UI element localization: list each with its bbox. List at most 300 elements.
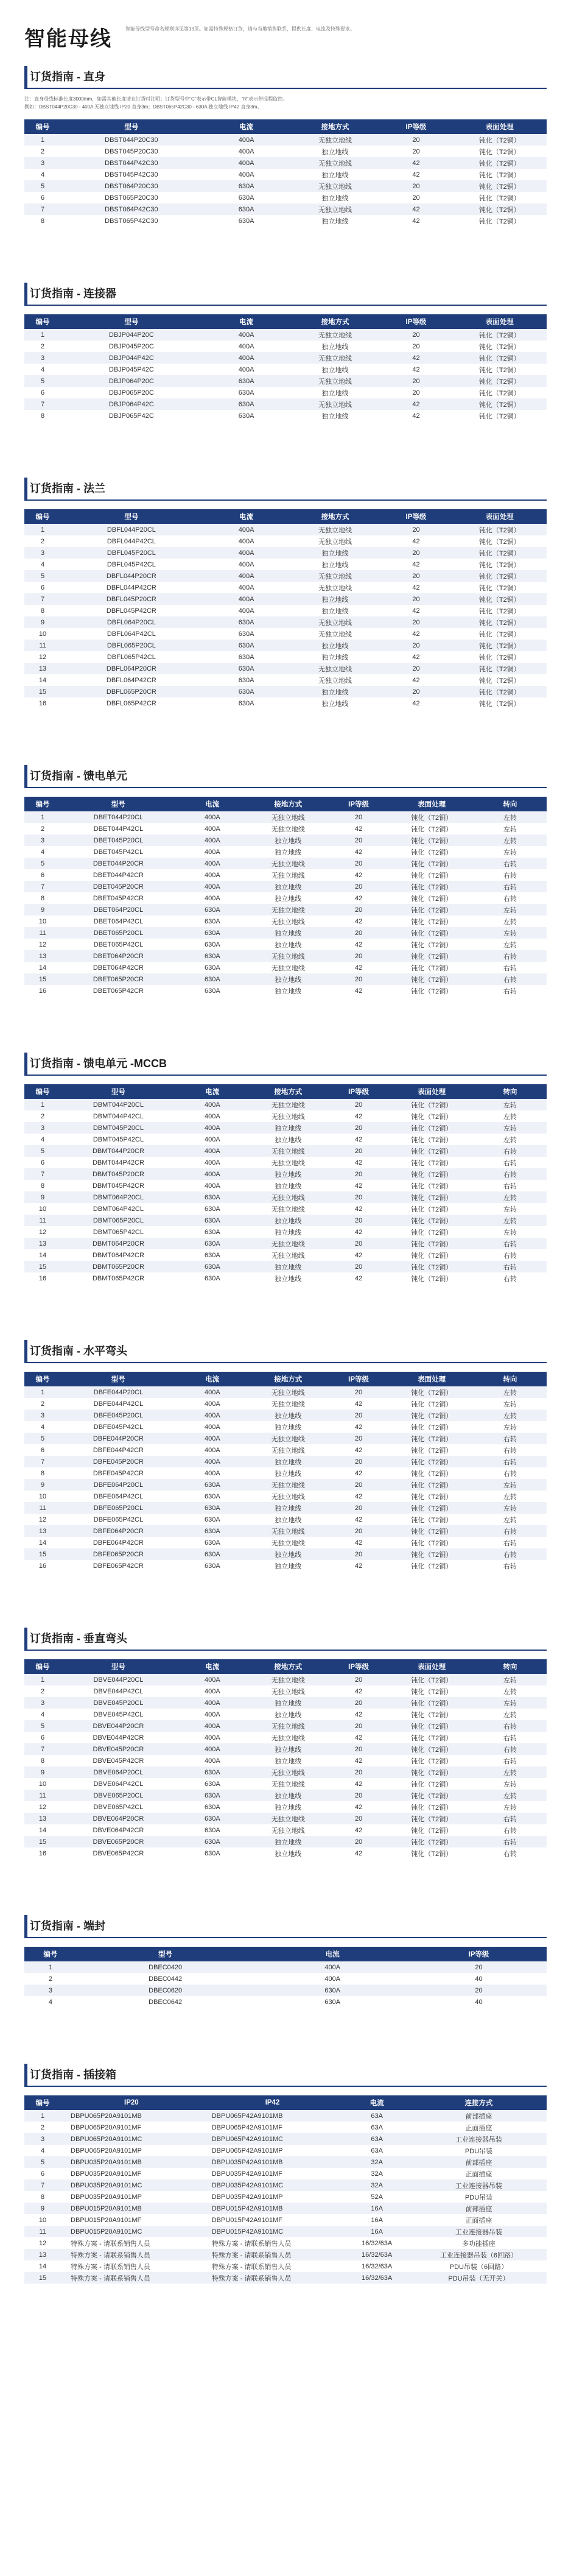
table-cell: 3 (24, 157, 61, 169)
table-cell: 20 (328, 1410, 390, 1421)
table-cell: 钝化（T2铜） (453, 535, 547, 547)
table-cell: 独立地线 (291, 697, 380, 709)
table-cell: 10 (24, 1491, 61, 1502)
table-cell: 11 (24, 1790, 61, 1801)
table-cell: 钝化（T2铜） (390, 858, 474, 869)
table-cell: 7 (24, 398, 61, 410)
table-cell: 独立地线 (249, 892, 328, 904)
table-cell: 1 (24, 329, 61, 341)
table-cell: 1 (24, 2110, 61, 2122)
column-header: 表面处理 (485, 319, 514, 326)
table-row (24, 1755, 547, 1766)
table-row (24, 1685, 547, 1697)
table-row (24, 215, 547, 227)
table-cell: 钝化（T2铜） (390, 1398, 474, 1410)
table-cell: 钝化（T2铜） (390, 916, 474, 927)
table-cell: 左转 (474, 1122, 547, 1134)
table-row (24, 1456, 547, 1467)
table-cell: DBFL044P42CL (61, 535, 202, 547)
section-gap (24, 1859, 547, 1909)
table-cell: 右转 (474, 1813, 547, 1824)
table-cell: 无独立地线 (249, 1386, 328, 1398)
table-cell: DBFE064P42CR (61, 1537, 176, 1548)
table-cell: 钝化（T2铜） (390, 881, 474, 892)
table-cell: 400A (202, 559, 291, 570)
table-cell: 钝化（T2铜） (453, 329, 547, 341)
table-row (24, 1272, 547, 1284)
column-header: 接地方式 (321, 124, 349, 131)
table-cell: 右转 (474, 1847, 547, 1859)
table-cell: 独立地线 (249, 1755, 328, 1766)
table-cell: 16 (24, 985, 61, 997)
table-cell: 钝化（T2铜） (453, 157, 547, 169)
table-cell: DBPU065P42A9101MF (202, 2122, 343, 2133)
section-1 (24, 60, 547, 277)
table-cell: 无独立地线 (249, 1720, 328, 1732)
table-cell: 无独立地线 (291, 535, 380, 547)
table-cell: 无独立地线 (249, 1238, 328, 1249)
table-row (24, 1110, 547, 1122)
table-row (24, 559, 547, 570)
table-cell: 16A (343, 2203, 411, 2214)
table-cell: 40 (411, 1973, 547, 1985)
table-cell: 63A (343, 2122, 411, 2133)
section-gap (24, 1284, 547, 1334)
table-row (24, 1099, 547, 1110)
table-cell: DBET064P42CL (61, 916, 176, 927)
column-header: 编号 (35, 2100, 50, 2107)
table-cell: 左转 (474, 939, 547, 950)
table-cell: 无独立地线 (249, 1444, 328, 1456)
table-row (24, 1813, 547, 1824)
column-header: IP等级 (348, 1089, 370, 1096)
table-cell: DBMT064P42CR (61, 1249, 176, 1261)
table-cell: 15 (24, 973, 61, 985)
table-cell: 无独立地线 (291, 157, 380, 169)
table-cell: 3 (24, 352, 61, 364)
table-cell: 5 (24, 858, 61, 869)
table-cell: 400A (176, 1674, 249, 1685)
table-cell: DBST065P20C30 (61, 192, 202, 203)
table-cell: 钝化（T2铜） (390, 939, 474, 950)
table-cell: 20 (328, 1674, 390, 1685)
table-cell: 400A (176, 1709, 249, 1720)
table-cell: 4 (24, 1709, 61, 1720)
table-cell: 3 (24, 1697, 61, 1709)
table-cell: 钝化（T2铜） (390, 1099, 474, 1110)
page-title: 智能母线 (24, 27, 112, 51)
table-cell: 无独立地线 (249, 1157, 328, 1168)
table-cell: DBVE044P20CL (61, 1674, 176, 1685)
table-cell: 630A (176, 1238, 249, 1249)
table-cell: 42 (379, 398, 452, 410)
table-cell: DBVE064P20CR (61, 1813, 176, 1824)
table-cell: DBEC0642 (77, 1996, 254, 2008)
title-row (24, 0, 547, 60)
table-cell: DBST065P42C30 (61, 215, 202, 227)
table-cell: DBPU035P42A9101MF (202, 2168, 343, 2179)
table-cell: 钝化（T2铜） (390, 1421, 474, 1433)
table-cell: 400A (202, 605, 291, 616)
table-cell: 20 (328, 950, 390, 962)
section-6 (24, 1334, 547, 1621)
table-cell: 630A (202, 215, 291, 227)
table-header-row (24, 1659, 547, 1674)
table-cell: 特殊方案 - 请联系销售人员 (202, 2272, 343, 2284)
table-cell: 右转 (474, 1261, 547, 1272)
table-cell: 11 (24, 2226, 61, 2237)
table-cell: DBFL044P20CL (61, 524, 202, 535)
table-row (24, 1847, 547, 1859)
table-cell: DBPU065P42A9101MB (202, 2110, 343, 2122)
table-cell: 13 (24, 1525, 61, 1537)
table-cell: 5 (24, 2156, 61, 2168)
table-cell: 钝化（T2铜） (390, 1732, 474, 1743)
table-row (24, 2133, 547, 2145)
table-cell: 20 (328, 1191, 390, 1203)
column-header: IP等级 (468, 1951, 489, 1958)
column-header: 转向 (503, 801, 517, 808)
table-cell: 630A (176, 1537, 249, 1548)
table-cell: 独立地线 (291, 559, 380, 570)
table-row (24, 1836, 547, 1847)
table-cell: DBPU065P42A9101MC (202, 2133, 343, 2145)
column-header: 型号 (111, 1089, 125, 1096)
table-cell: 钝化（T2铜） (390, 1847, 474, 1859)
table-cell: 无独立地线 (249, 1203, 328, 1215)
table-cell: 400A (202, 157, 291, 169)
table-cell: 6 (24, 2168, 61, 2179)
table-cell: 42 (328, 1272, 390, 1284)
table-cell: 630A (202, 203, 291, 215)
table-row (24, 1145, 547, 1157)
table-cell: 钝化（T2铜） (453, 640, 547, 651)
table-cell: 无独立地线 (291, 398, 380, 410)
table-cell: 4 (24, 1421, 61, 1433)
table-row (24, 605, 547, 616)
table-cell: DBST064P42C30 (61, 203, 202, 215)
column-header: 型号 (111, 1664, 125, 1671)
table-cell: 独立地线 (291, 547, 380, 559)
table-cell: DBFL065P20CL (61, 640, 202, 651)
column-header: 电流 (239, 319, 254, 326)
table-cell: 独立地线 (249, 1697, 328, 1709)
table-row (24, 1386, 547, 1398)
table-cell: 8 (24, 1467, 61, 1479)
table-cell: 前部插座 (411, 2110, 547, 2122)
table-cell: 42 (379, 535, 452, 547)
table-cell: 左转 (474, 1766, 547, 1778)
table-row (24, 846, 547, 858)
table-cell: 钝化（T2铜） (453, 559, 547, 570)
table-cell: 无独立地线 (249, 1191, 328, 1203)
table-cell: PDU吊装 (411, 2191, 547, 2203)
table-cell: 20 (379, 329, 452, 341)
table-cell: 钝化（T2铜） (390, 1191, 474, 1203)
table-cell: DBEC0620 (77, 1985, 254, 1996)
table-cell: 14 (24, 1537, 61, 1548)
table-cell: 7 (24, 881, 61, 892)
section-title: 订货指南 - 直身 (24, 66, 108, 88)
table-cell: 钝化（T2铜） (390, 1410, 474, 1421)
table-cell: 特殊方案 - 请联系销售人员 (61, 2260, 202, 2272)
section-title: 订货指南 - 连接器 (24, 283, 119, 305)
table-row (24, 640, 547, 651)
table-cell: 钝化（T2铜） (390, 1836, 474, 1847)
table-cell: DBPU065P42A9101MP (202, 2145, 343, 2156)
table-cell: 钝化（T2铜） (390, 973, 474, 985)
table-row (24, 1985, 547, 1996)
table-cell: 右转 (474, 1525, 547, 1537)
table-cell: DBFL044P42CR (61, 582, 202, 593)
table-cell: DBPU035P20A9101MB (61, 2156, 202, 2168)
table-cell: 400A (176, 835, 249, 846)
table-cell: 42 (328, 1537, 390, 1548)
table-cell: 工业连接器吊装 (411, 2133, 547, 2145)
table-cell: 钝化（T2铜） (390, 1386, 474, 1398)
table-cell: 右转 (474, 1720, 547, 1732)
table-cell: 无独立地线 (249, 950, 328, 962)
table-cell: 钝化（T2铜） (453, 570, 547, 582)
table-cell: DBMT065P20CR (61, 1261, 176, 1272)
spacer (24, 1938, 547, 1947)
table-row (24, 1398, 547, 1410)
section-4 (24, 759, 547, 1046)
table-cell: DBPU065P20A9101MF (61, 2122, 202, 2133)
table-cell: DBMT064P20CR (61, 1238, 176, 1249)
table-cell: 7 (24, 203, 61, 215)
table-cell: 钝化（T2铜） (390, 1238, 474, 1249)
table-cell: 钝化（T2铜） (390, 1122, 474, 1134)
table-row (24, 2179, 547, 2191)
table-cell: 7 (24, 1168, 61, 1180)
table-row (24, 2237, 547, 2249)
table-cell: 15 (24, 686, 61, 697)
table-cell: DBFE045P20CR (61, 1456, 176, 1467)
table-row (24, 904, 547, 916)
column-header: 电流 (239, 124, 254, 131)
table-row (24, 398, 547, 410)
order-table (24, 509, 547, 709)
table-cell: DBFE044P20CL (61, 1386, 176, 1398)
table-cell: 无独立地线 (249, 1813, 328, 1824)
table-cell: 42 (328, 1157, 390, 1168)
table-cell: 42 (328, 846, 390, 858)
table-cell: 16A (343, 2226, 411, 2237)
table-row (24, 1122, 547, 1134)
table-cell: 8 (24, 892, 61, 904)
table-cell: 16/32/63A (343, 2260, 411, 2272)
table-cell: 钝化（T2铜） (390, 1743, 474, 1755)
table-cell: 400A (202, 352, 291, 364)
table-cell: 钝化（T2铜） (390, 1249, 474, 1261)
table-cell: 20 (328, 1386, 390, 1398)
table-cell: 6 (24, 192, 61, 203)
table-cell: 630A (202, 651, 291, 663)
table-cell: 右转 (474, 1743, 547, 1755)
table-cell: 42 (379, 203, 452, 215)
table-cell: 400A (202, 570, 291, 582)
table-row (24, 1548, 547, 1560)
table-cell: 630A (176, 916, 249, 927)
table-cell: 42 (379, 169, 452, 180)
table-row (24, 1479, 547, 1491)
order-table (24, 1659, 547, 1859)
table-cell: 2 (24, 341, 61, 352)
table-cell: 630A (202, 180, 291, 192)
table-cell: 400A (176, 869, 249, 881)
table-cell: 16 (24, 697, 61, 709)
table-cell: 4 (24, 169, 61, 180)
table-cell: 12 (24, 2237, 61, 2249)
table-cell: 42 (328, 1203, 390, 1215)
table-cell: 42 (379, 628, 452, 640)
table-cell: 5 (24, 180, 61, 192)
column-header: IP等级 (348, 1664, 370, 1671)
table-cell: 400A (176, 881, 249, 892)
table-cell: 右转 (474, 1272, 547, 1284)
table-cell: 9 (24, 616, 61, 628)
table-cell: DBET044P42CL (61, 823, 176, 835)
table-cell: 42 (328, 1732, 390, 1743)
table-cell: 10 (24, 1203, 61, 1215)
table-cell: DBPU015P20A9101MB (61, 2203, 202, 2214)
table-cell: 1 (24, 1961, 77, 1973)
table-cell: 10 (24, 628, 61, 640)
spacer (24, 1363, 547, 1372)
table-row (24, 157, 547, 169)
table-cell: DBVE044P42CL (61, 1685, 176, 1697)
table-cell: 20 (328, 1122, 390, 1134)
table-cell: 前部插座 (411, 2156, 547, 2168)
table-cell: 右转 (474, 892, 547, 904)
table-cell: 630A (254, 1996, 411, 2008)
table-cell: 42 (328, 1249, 390, 1261)
table-cell: 左转 (474, 1215, 547, 1226)
table-cell: 钝化（T2铜） (453, 663, 547, 674)
table-cell: 钝化（T2铜） (390, 1110, 474, 1122)
table-cell: 6 (24, 387, 61, 398)
column-header: 转向 (503, 1089, 517, 1096)
table-cell: 13 (24, 1813, 61, 1824)
table-cell: 9 (24, 1766, 61, 1778)
table-cell: 右转 (474, 1537, 547, 1548)
table-cell: 13 (24, 2249, 61, 2260)
table-cell: 42 (328, 869, 390, 881)
table-cell: DBET045P20CR (61, 881, 176, 892)
table-row (24, 916, 547, 927)
table-cell: 42 (328, 916, 390, 927)
table-row (24, 2156, 547, 2168)
table-cell: 左转 (474, 1398, 547, 1410)
table-row (24, 2203, 547, 2214)
table-cell: 5 (24, 1145, 61, 1157)
table-cell: DBPU065P20A9101MP (61, 2145, 202, 2156)
section-title: 订货指南 - 端封 (24, 1915, 108, 1937)
table-cell: 钝化（T2铜） (390, 1697, 474, 1709)
table-cell: 钝化（T2铜） (390, 1433, 474, 1444)
table-cell: 钝化（T2铜） (453, 697, 547, 709)
table-cell: 13 (24, 950, 61, 962)
column-header: IP20 (124, 2099, 139, 2106)
column-header: 型号 (124, 513, 139, 521)
table-cell: DBFE065P20CR (61, 1548, 176, 1560)
table-cell: 5 (24, 1720, 61, 1732)
table-cell: 14 (24, 1249, 61, 1261)
table-cell: 400A (202, 169, 291, 180)
table-cell: DBJP065P42C (61, 410, 202, 422)
table-cell: 630A (176, 1560, 249, 1572)
table-cell: 630A (176, 950, 249, 962)
table-cell: 无独立地线 (291, 663, 380, 674)
table-cell: 4 (24, 846, 61, 858)
table-cell: DBPU065P20A9101MB (61, 2110, 202, 2122)
table-cell: 630A (202, 192, 291, 203)
table-row (24, 651, 547, 663)
table-cell: 右转 (474, 1467, 547, 1479)
table-cell: 无独立地线 (249, 1824, 328, 1836)
table-cell: 6 (24, 1157, 61, 1168)
section-3 (24, 471, 547, 759)
table-cell: 左转 (474, 1226, 547, 1238)
table-cell: 4 (24, 1996, 77, 2008)
table-cell: 7 (24, 593, 61, 605)
table-row (24, 663, 547, 674)
spacer (24, 306, 547, 314)
table-cell: PDU吊装（6回路） (411, 2260, 547, 2272)
table-row (24, 1467, 547, 1479)
table-cell: 11 (24, 1215, 61, 1226)
table-cell: 钝化（T2铜） (453, 686, 547, 697)
table-cell: 钝化（T2铜） (390, 962, 474, 973)
table-cell: 钝化（T2铜） (390, 1514, 474, 1525)
spacer (24, 2087, 547, 2095)
table-cell: 52A (343, 2191, 411, 2203)
table-row (24, 2249, 547, 2260)
table-cell: 右转 (474, 1180, 547, 1191)
table-cell: 无独立地线 (249, 962, 328, 973)
table-cell: 15 (24, 1836, 61, 1847)
column-header: 型号 (158, 1951, 173, 1958)
table-cell: 63A (343, 2133, 411, 2145)
table-cell: 独立地线 (249, 939, 328, 950)
table-cell: 无独立地线 (249, 1685, 328, 1697)
sections (24, 60, 547, 2284)
table-cell: 42 (328, 985, 390, 997)
table-cell: 400A (202, 593, 291, 605)
table-row (24, 1261, 547, 1272)
table-cell: 20 (328, 1215, 390, 1226)
section-title: 订货指南 - 法兰 (24, 478, 108, 499)
table-cell: 9 (24, 904, 61, 916)
table-cell: 20 (379, 524, 452, 535)
table-cell: 6 (24, 1444, 61, 1456)
table-row (24, 1238, 547, 1249)
table-cell: 42 (379, 697, 452, 709)
table-cell: 独立地线 (249, 1122, 328, 1134)
table-row (24, 1134, 547, 1145)
table-cell: 42 (328, 1778, 390, 1790)
table-cell: DBFL065P42CR (61, 697, 202, 709)
table-cell: 3 (24, 547, 61, 559)
table-cell: 无独立地线 (249, 1766, 328, 1778)
table-cell: 左转 (474, 1502, 547, 1514)
table-cell: 钝化（T2铜） (453, 398, 547, 410)
column-header: 编号 (35, 124, 50, 131)
table-cell: 20 (328, 1479, 390, 1491)
table-row (24, 927, 547, 939)
column-header: 编号 (35, 1376, 50, 1383)
